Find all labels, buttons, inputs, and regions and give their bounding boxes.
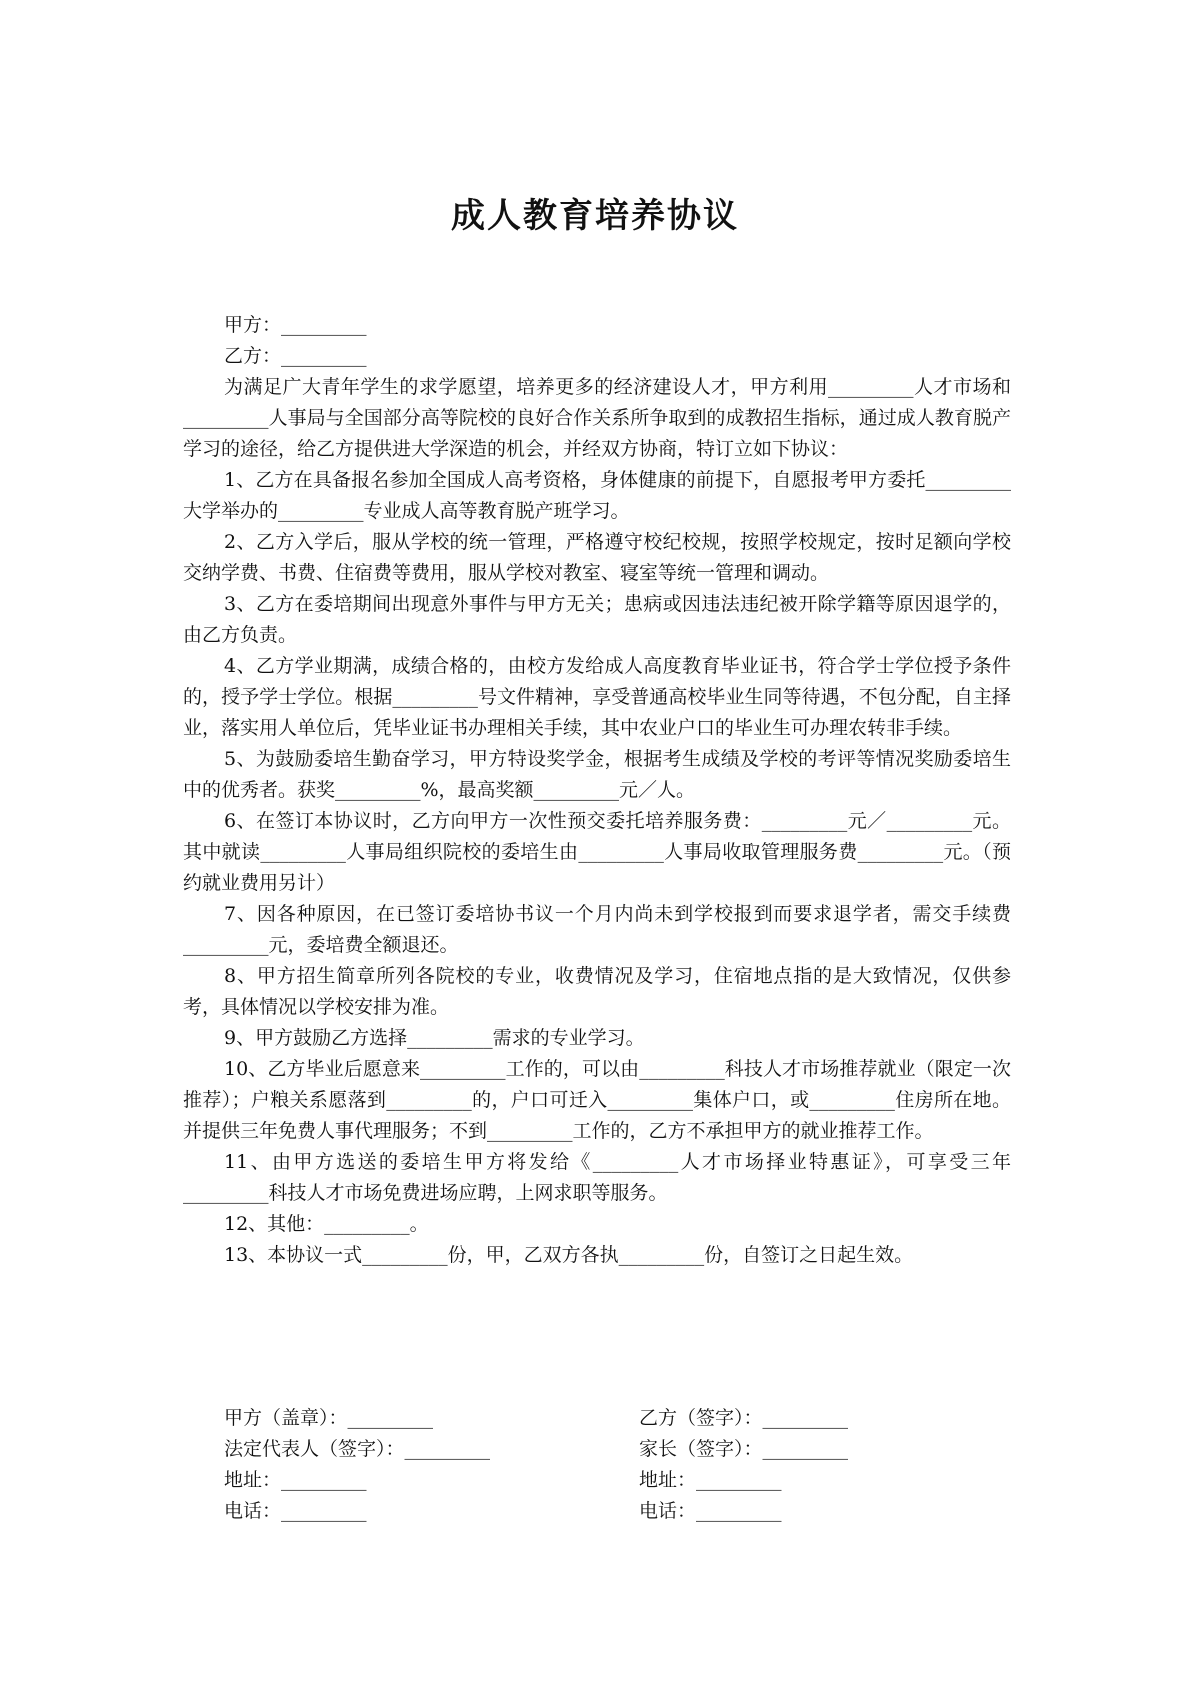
party-b-line: 乙方：_________ bbox=[224, 345, 367, 367]
legal-representative-signature-line: 法定代表人（签字）：_________ bbox=[224, 1438, 491, 1460]
agreement-body bbox=[183, 310, 1011, 1271]
clause-4: 4、乙方学业期满，成绩合格的，由校方发给成人高度教育毕业证书，符合学士学位授予条件的，授予学士学位。根据_________号文件精神，享受普通高校毕业生同等待遇，不包分配，自主择业，落实用人单位后，凭毕业证书办理相关手续，其中农业户口的毕业生可办理农转非手续。 bbox=[183, 655, 1011, 739]
clause-11: 11、由甲方选送的委培生甲方将发给《_________人才市场择业特惠证》，可享受三年_________科技人才市场免费进场应聘，上网求职等服务。 bbox=[183, 1151, 1011, 1204]
clause-9: 9、甲方鼓励乙方选择_________需求的专业学习。 bbox=[224, 1027, 645, 1049]
signature-row bbox=[224, 1403, 944, 1434]
clause-3: 3、乙方在委培期间出现意外事件与甲方无关；患病或因违法违纪被开除学籍等原因退学的，由乙方负责。 bbox=[183, 593, 1011, 646]
document-title: 成人教育培养协议 bbox=[451, 196, 739, 236]
signature-row bbox=[224, 1465, 944, 1496]
signature-block bbox=[224, 1403, 944, 1527]
clause-6: 6、在签订本协议时，乙方向甲方一次性预交委托培养服务费：_________元／_________元。其中就读_________人事局组织院校的委培生由_________人事局收取管理服务费_________元。（预约就业费用另计） bbox=[183, 810, 1011, 894]
party-b-signature-line: 乙方（签字）：_________ bbox=[639, 1407, 849, 1429]
party-b-phone-line: 电话：_________ bbox=[639, 1500, 782, 1522]
party-a-address-line: 地址：_________ bbox=[224, 1469, 367, 1491]
clause-13: 13、本协议一式_________份，甲，乙双方各执_________份，自签订之日起生效。 bbox=[224, 1244, 914, 1266]
signature-row bbox=[224, 1434, 944, 1465]
clause-8: 8、甲方招生简章所列各院校的专业，收费情况及学习，住宿地点指的是大致情况，仅供参考，具体情况以学校安排为准。 bbox=[183, 965, 1011, 1018]
party-a-line: 甲方：_________ bbox=[224, 314, 367, 336]
clause-5: 5、为鼓励委培生勤奋学习，甲方特设奖学金，根据考生成绩及学校的考评等情况奖励委培生中的优秀者。获奖_________%，最高奖额_________元／人。 bbox=[183, 748, 1011, 801]
preamble-paragraph: 为满足广大青年学生的求学愿望，培养更多的经济建设人才，甲方利用_________人才市场和_________人事局与全国部分高等院校的良好合作关系所争取到的成教招生指标，通过成人教育脱产学习的途径，给乙方提供进大学深造的机会，并经双方协商，特订立如下协议： bbox=[183, 376, 1011, 460]
clause-12: 12、其他：_________。 bbox=[224, 1213, 429, 1235]
party-a-seal-line: 甲方（盖章）：_________ bbox=[224, 1407, 434, 1429]
signature-row bbox=[224, 1496, 944, 1527]
parent-signature-line: 家长（签字）：_________ bbox=[639, 1438, 849, 1460]
clause-10: 10、乙方毕业后愿意来_________工作的，可以由_________科技人才市场推荐就业（限定一次推荐）；户粮关系愿落到_________的，户口可迁入_________集体户口，或_________住房所在地。并提供三年免费人事代理服务；不到_________工作的，乙方不承担甲方的就业推荐工作。 bbox=[183, 1058, 1011, 1142]
clause-7: 7、因各种原因，在已签订委培协书议一个月内尚未到学校报到而要求退学者，需交手续费_________元，委培费全额退还。 bbox=[183, 903, 1011, 956]
party-b-address-line: 地址：_________ bbox=[639, 1469, 782, 1491]
party-a-phone-line: 电话：_________ bbox=[224, 1500, 367, 1522]
clause-1: 1、乙方在具备报名参加全国成人高考资格，身体健康的前提下，自愿报考甲方委托_________大学举办的_________专业成人高等教育脱产班学习。 bbox=[183, 469, 1011, 522]
clause-2: 2、乙方入学后，服从学校的统一管理，严格遵守校纪校规，按照学校规定，按时足额向学校交纳学费、书费、住宿费等费用，服从学校对教室、寝室等统一管理和调动。 bbox=[183, 531, 1011, 584]
